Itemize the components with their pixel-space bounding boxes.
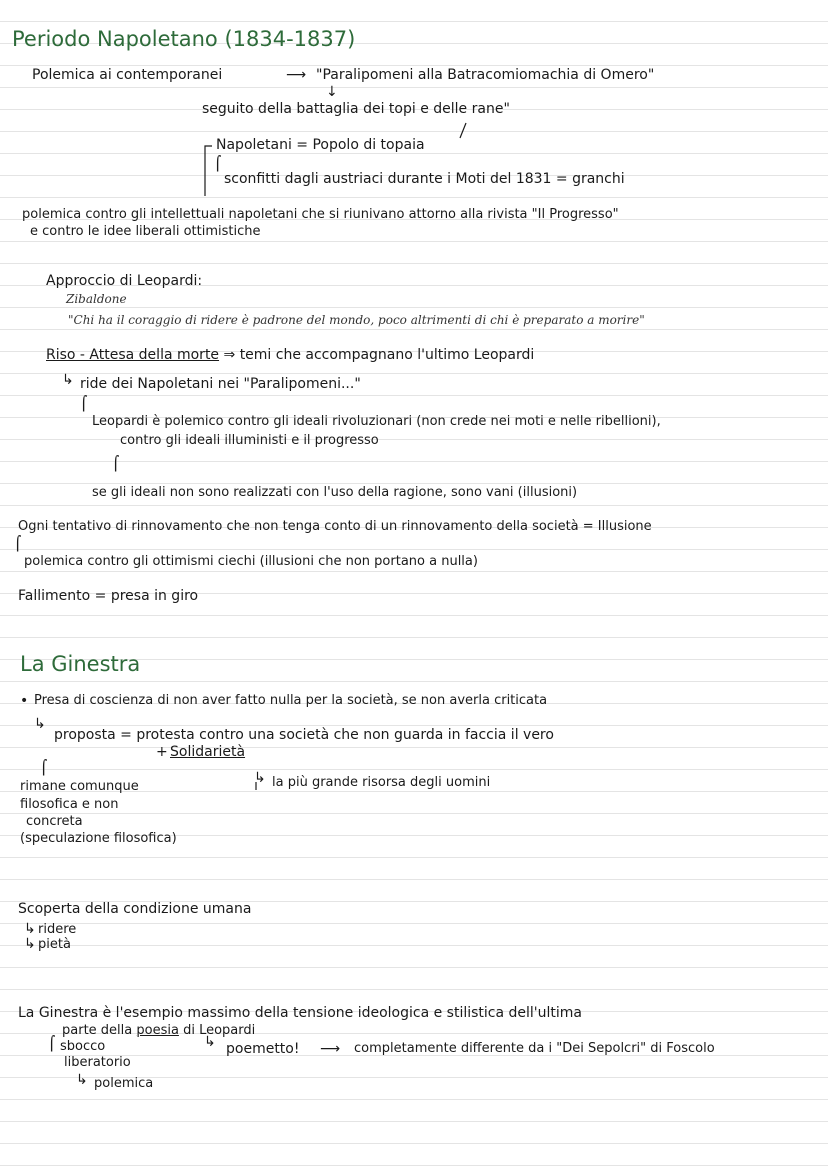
- speculazione-filosofica: (speculazione filosofica): [20, 831, 177, 846]
- curve-arrow-icon: ⌠: [112, 456, 120, 472]
- solidarieta-plus: +: [156, 744, 168, 760]
- approccio-heading: Approccio di Leopardi:: [46, 273, 203, 289]
- ideali-ragione: se gli ideali non sono realizzati con l'uso della ragione, sono vani (illusioni): [92, 485, 578, 500]
- di-leopardi: di Leopardi: [183, 1023, 256, 1038]
- idee-liberali: e contro le idee liberali ottimistiche: [30, 224, 261, 239]
- risorsa-uomini: la più grande risorsa degli uomini: [272, 775, 491, 790]
- polemica-ottimismi: polemica contro gli ottimismi ciechi (illusioni che non portano a nulla): [24, 554, 478, 569]
- poemetto: poemetto!: [226, 1041, 300, 1057]
- zibaldone-source: Zibaldone: [66, 292, 127, 306]
- curve-arrow-icon: ⌠: [214, 156, 222, 172]
- curve-arrow-icon: ⌠: [40, 760, 48, 776]
- bullet-icon: •: [20, 693, 29, 709]
- completamente-differente: completamente differente da i "Dei Sepolcri" di Foscolo: [354, 1041, 715, 1056]
- ridere: ridere: [38, 922, 77, 937]
- ride-napoletani: ride dei Napoletani nei "Paralipomeni...": [80, 376, 361, 392]
- hook-arrow-icon: ↳: [76, 1072, 88, 1088]
- sconfitti-austriaci: sconfitti dagli austriaci durante i Moti del 1831 = granchi: [224, 171, 625, 187]
- hook-arrow-icon: ↳: [62, 372, 74, 388]
- leopardi-polemico: Leopardi è polemico contro gli ideali rivoluzionari (non crede nei moti e nelle ribellioni),: [92, 414, 661, 429]
- curve-arrow-icon: ⌠: [14, 536, 22, 552]
- fallimento: Fallimento = presa in giro: [18, 588, 199, 604]
- section-title-la-ginestra: La Ginestra: [20, 652, 141, 676]
- polemica-final: polemica: [94, 1076, 154, 1091]
- riso-temi: temi che accompagnano l'ultimo Leopardi: [239, 347, 535, 363]
- paralipomeni-title: "Paralipomeni alla Batracomiomachia di Omero": [316, 67, 655, 83]
- hook-arrow-icon: ↳: [254, 770, 266, 786]
- hook-arrow-icon: ↳: [34, 716, 46, 732]
- polemica-contemporanei: Polemica ai contemporanei: [32, 67, 223, 83]
- section-title-periodo-napoletano: Periodo Napoletano (1834-1837): [12, 27, 356, 51]
- arrow-right-icon: ⟶: [320, 1041, 341, 1057]
- riso-attesa: [46, 346, 534, 364]
- solidarieta: Solidarietà: [170, 744, 246, 760]
- ogni-tentativo: Ogni tentativo di rinnovamento che non tenga conto di un rinnovamento della società = Illusione: [18, 519, 652, 534]
- poesia-word: poesia: [136, 1023, 179, 1038]
- sbocco: sbocco: [60, 1039, 106, 1054]
- concreta: concreta: [26, 814, 83, 829]
- double-arrow-icon: ⇒: [223, 347, 236, 363]
- hook-arrow-icon: ↳: [204, 1034, 216, 1050]
- hook-arrow-icon: ↳: [24, 936, 36, 952]
- liberatorio: liberatorio: [64, 1055, 131, 1070]
- contro-illuministi: contro gli ideali illuministi e il progresso: [120, 433, 379, 448]
- polemica-intellettuali: polemica contro gli intellettuali napoletani che si riunivano attorno alla rivista "Il Progresso": [22, 207, 619, 222]
- presa-coscienza: Presa di coscienza di non aver fatto nulla per la società, se non averla criticata: [34, 693, 548, 708]
- pieta: pietà: [38, 937, 71, 952]
- down-arrow-icon: ↓: [326, 84, 338, 100]
- zibaldone-quote: "Chi ha il coraggio di ridere è padrone del mondo, poco altrimenti di chi è preparato a morire": [68, 313, 645, 327]
- filosofica-non: filosofica e non: [20, 797, 119, 812]
- riso-label: Riso - Attesa della morte: [46, 347, 220, 363]
- curve-arrow-icon: ⌠: [48, 1036, 56, 1052]
- napoletani-topaia: Napoletani = Popolo di topaia: [216, 137, 425, 153]
- curve-arrow-icon: ⌠: [80, 396, 88, 412]
- rimane-comunque: rimane comunque: [20, 779, 139, 794]
- seguito-battaglia: seguito della battaglia dei topi e delle rane": [202, 101, 510, 117]
- proposta-protesta: proposta = protesta contro una società che non guarda in faccia il vero: [54, 727, 554, 743]
- parte-della: parte della: [62, 1023, 133, 1038]
- scoperta-condizione: Scoperta della condizione umana: [18, 901, 252, 917]
- hook-arrow-icon: ↳: [24, 921, 36, 937]
- arrow-right-icon: ⟶: [286, 67, 307, 83]
- ginestra-esempio: La Ginestra è l'esempio massimo della tensione ideologica e stilistica dell'ultima: [18, 1005, 583, 1021]
